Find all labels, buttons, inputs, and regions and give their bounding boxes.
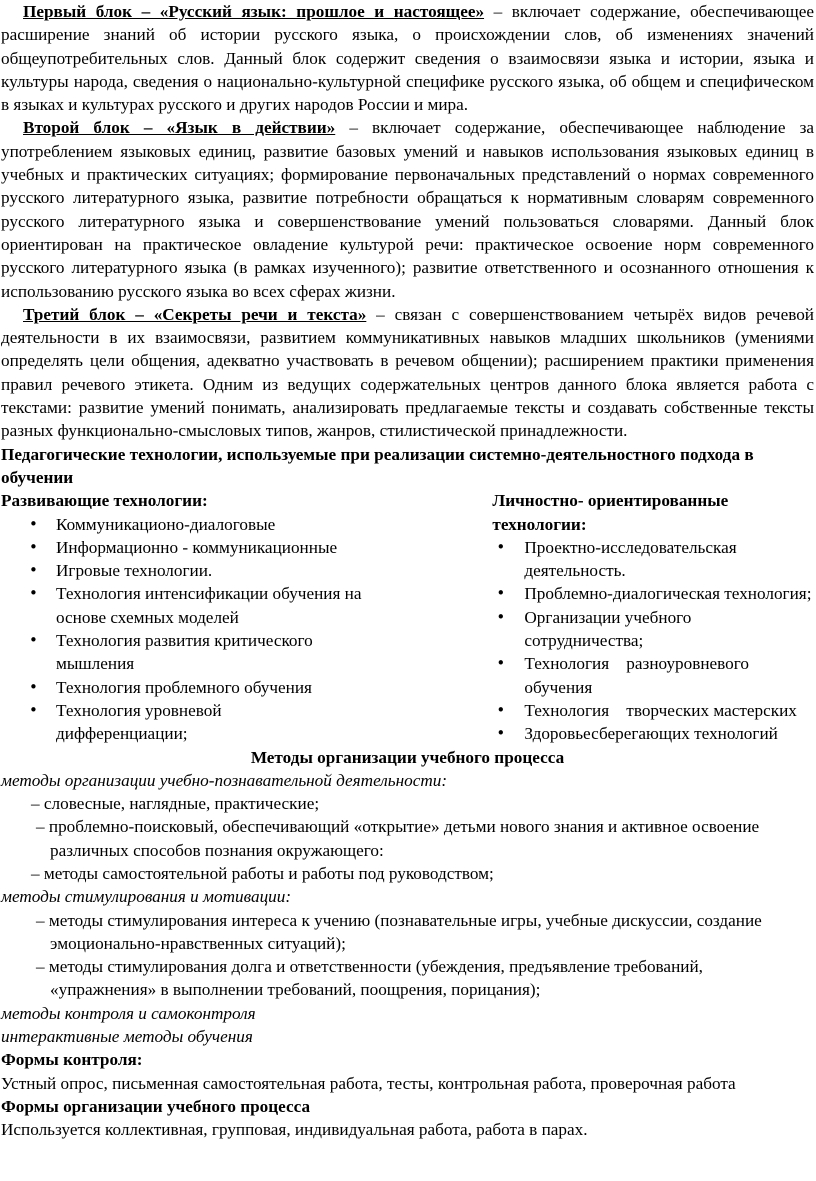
methods-group-2-title: методы стимулирования и мотивации: (1, 887, 292, 907)
list-item: • Проблемно-диалогическая технология; (492, 582, 814, 605)
block-3-title: Третий блок – «Секреты речи и текста» (23, 304, 367, 324)
method-item: – методы стимулирования долга и ответственности (убеждения, предъявление требований, «упражнения» в выполнении требований, поощрения, порицания); (36, 957, 703, 1000)
control-forms-heading: Формы контроля: (1, 1050, 143, 1070)
methods-group-4-title: интерактивные методы обучения (1, 1027, 253, 1047)
student-centered-technologies-title: Личностно- ориентированные технологии: (492, 491, 729, 534)
student-centered-technologies (492, 489, 814, 745)
block-3-paragraph (1, 303, 814, 443)
developing-technologies-title: Развивающие технологии: (1, 491, 208, 511)
methods-group-1-title: методы организации учебно-познавательной деятельности: (1, 770, 448, 790)
block-3-text: – связан с совершенствованием четырёх видов речевой деятельности в их взаимосвязи, развитием коммуникативных навыков младших школьников (умениями определять цели общения, адекватно участвовать в речевом общении); расширением практики применения правил речевого этикета. Одним из ведущих содержательных центров данного блока является работа с текстами: развитие умений понимать, анализировать предлагаемые тексты и создавать собственные тексты разных функционально-смысловых типов, жанров, стилистической принадлежности. (1, 304, 814, 441)
list-item: • Технология разноуровневого обучения (492, 652, 814, 699)
list-item: • Коммуникационо-диалоговые (1, 513, 492, 536)
list-item: • Технология развития критического мышления (1, 629, 492, 676)
methods-group-3-title: методы контроля и самоконтроля (1, 1003, 256, 1023)
list-item: • Технология проблемного обучения (1, 676, 492, 699)
method-item: – методы стимулирования интереса к учению (познавательные игры, учебные дискуссии, создание эмоционально-нравственных ситуаций); (36, 910, 762, 953)
methods-heading: Методы организации учебного процесса (250, 747, 565, 767)
block-2-paragraph (1, 116, 814, 302)
method-item: – словесные, наглядные, практические; (31, 794, 320, 814)
organization-forms-text: Используется коллективная, групповая, индивидуальная работа, работа в парах. (1, 1120, 588, 1140)
list-item: • Игровые технологии. (1, 559, 492, 582)
list-item: • Технология уровневой дифференциации; (1, 699, 492, 746)
list-item: • Организации учебного сотрудничества; (492, 606, 814, 653)
developing-technologies-list (1, 513, 492, 746)
block-2-title: Второй блок – «Язык в действии» (23, 118, 336, 138)
block-1-paragraph (1, 0, 814, 116)
list-item: • Технология интенсификации обучения на основе схемных моделей (1, 582, 492, 629)
method-item: – проблемно-поисковый, обеспечивающий «открытие» детьми нового знания и активное освоение различных способов познания окружающего: (36, 817, 760, 860)
technologies-columns (1, 489, 814, 745)
organization-forms-heading: Формы организации учебного процесса (1, 1096, 311, 1116)
student-centered-technologies-list (492, 536, 814, 746)
block-2-text: – включает содержание, обеспечивающее наблюдение за употреблением языковых единиц, развитие базовых умений и навыков использования языковых единиц в учебных и практических ситуациях; формирование первоначальных представлений о нормах современного русского литературного языка, развитие потребности обращаться к нормативным словарям современного русского литературного языка и совершенствование умений пользоваться словарями. Данный блок ориентирован на практическое овладение культурой речи: практическое освоение норм современного русского литературного языка (в рамках изученного); развитие ответственного и осознанного отношения к использованию русского языка во всех сферах жизни. (1, 118, 814, 301)
block-1-text: – включает содержание, обеспечивающее расширение знаний об истории русского языка, о происхождении слов, об изменениях значений общеупотребительных слов. Данный блок содержит сведения о взаимосвязи языка и истории, языка и культуры народа, сведения о национально-культурной специфике русского языка, об общем и специфическом в языках и культурах русского и других народов России и мира. (1, 2, 814, 115)
list-item: • Информационно - коммуникационные (1, 536, 492, 559)
list-item: • Здоровьесберегающих технологий (492, 722, 814, 745)
control-forms-text: Устный опрос, письменная самостоятельная работа, тесты, контрольная работа, проверочная работа (1, 1073, 736, 1093)
list-item: • Проектно-исследовательская деятельность. (492, 536, 814, 583)
method-item: – методы самостоятельной работы и работы под руководством; (31, 863, 494, 883)
technologies-heading: Педагогические технологии, используемые при реализации системно-деятельностного подхода в обучении (1, 444, 754, 487)
developing-technologies (1, 489, 492, 745)
block-1-title: Первый блок – «Русский язык: прошлое и настоящее» (23, 2, 485, 21)
list-item: • Технология творческих мастерских (492, 699, 814, 722)
